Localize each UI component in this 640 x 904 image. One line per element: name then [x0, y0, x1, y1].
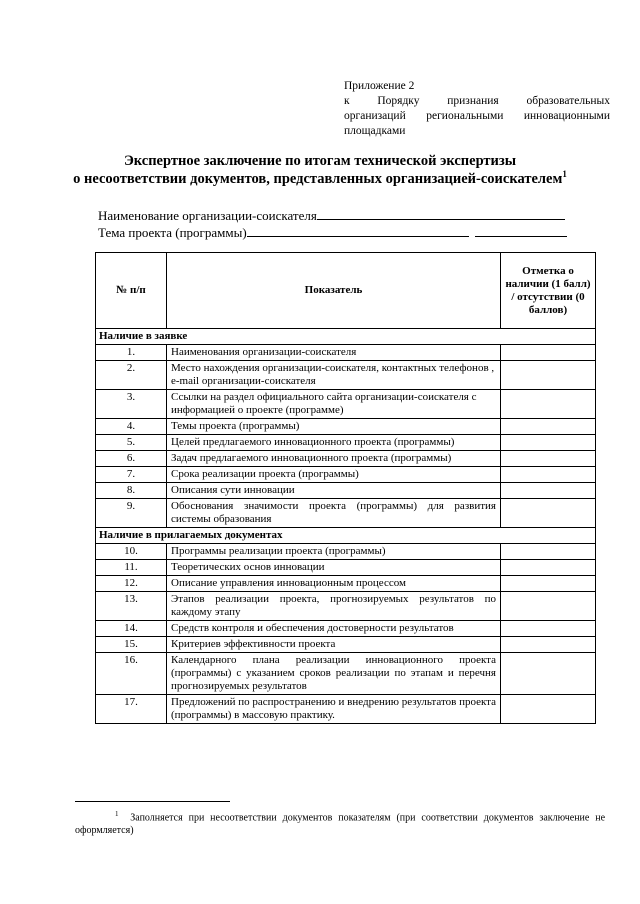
footnote-number: 1	[115, 810, 119, 818]
table-row	[96, 390, 596, 419]
row-number: 8.	[96, 483, 167, 499]
table-row	[96, 592, 596, 621]
table-row	[96, 544, 596, 560]
row-mark-cell[interactable]	[501, 361, 596, 390]
footnote-text: Заполняется при несоответствии документов показателям (при соответствии документов заключение не оформляется)	[75, 812, 606, 837]
row-mark-cell[interactable]	[501, 435, 596, 451]
section-title: Наличие в заявке	[96, 329, 596, 345]
appendix-reference	[344, 79, 610, 139]
row-indicator: Описания сути инновации	[167, 483, 501, 499]
row-mark-cell[interactable]	[501, 576, 596, 592]
row-mark-cell[interactable]	[501, 451, 596, 467]
footnote	[75, 808, 605, 837]
table-row	[96, 576, 596, 592]
row-indicator: Обоснования значимости проекта (программы) для развития системы образования	[167, 499, 501, 528]
row-number: 9.	[96, 499, 167, 528]
row-number: 17.	[96, 695, 167, 724]
appendix-line-2: к Порядку признания образовательных	[344, 95, 610, 107]
header-num: № п/п	[96, 253, 167, 329]
row-indicator: Описание управления инновационным процессом	[167, 576, 501, 592]
row-indicator: Темы проекта (программы)	[167, 419, 501, 435]
row-mark-cell[interactable]	[501, 653, 596, 695]
table-row	[96, 499, 596, 528]
table-row	[96, 451, 596, 467]
row-number: 15.	[96, 637, 167, 653]
table-row	[96, 345, 596, 361]
table-row	[96, 560, 596, 576]
row-number: 12.	[96, 576, 167, 592]
row-indicator: Место нахождения организации-соискателя, контактных телефонов , e-mail организации-соискателя	[167, 361, 501, 390]
row-indicator: Ссылки на раздел официального сайта организации-соискателя с информацией о проекте (программе)	[167, 390, 501, 419]
row-number: 13.	[96, 592, 167, 621]
row-number: 14.	[96, 621, 167, 637]
row-mark-cell[interactable]	[501, 695, 596, 724]
table-row	[96, 467, 596, 483]
row-mark-cell[interactable]	[501, 345, 596, 361]
project-topic-field	[98, 223, 567, 241]
table-row	[96, 695, 596, 724]
table-row	[96, 419, 596, 435]
header-indicator: Показатель	[167, 253, 501, 329]
row-mark-cell[interactable]	[501, 483, 596, 499]
org-name-field	[98, 206, 565, 224]
table-row	[96, 637, 596, 653]
project-topic-blank-line-2[interactable]	[475, 223, 567, 237]
row-mark-cell[interactable]	[501, 560, 596, 576]
appendix-line-4: площадками	[344, 125, 406, 137]
title-line-1: Экспертное заключение по итогам технической экспертизы	[123, 153, 517, 169]
footnote-divider	[75, 801, 230, 802]
row-indicator: Срока реализации проекта (программы)	[167, 467, 501, 483]
table-row	[96, 653, 596, 695]
header-mark: Отметка о наличии (1 балл) / отсутствии (0 баллов)	[501, 253, 596, 329]
document-title	[0, 152, 640, 188]
title-line-2-text: о несоответствии документов, представленных организацией-соискателем	[73, 171, 563, 187]
row-indicator: Наименования организации-соискателя	[167, 345, 501, 361]
table-row	[96, 483, 596, 499]
org-name-blank-line[interactable]	[317, 206, 565, 220]
row-indicator: Критериев эффективности проекта	[167, 637, 501, 653]
row-indicator: Целей предлагаемого инновационного проекта (программы)	[167, 435, 501, 451]
table-body	[96, 329, 596, 724]
row-number: 2.	[96, 361, 167, 390]
row-number: 11.	[96, 560, 167, 576]
row-indicator: Средств контроля и обеспечения достоверности результатов	[167, 621, 501, 637]
section-row	[96, 329, 596, 345]
indicators-table	[95, 252, 596, 724]
row-indicator: Программы реализации проекта (программы)	[167, 544, 501, 560]
section-title: Наличие в прилагаемых документах	[96, 528, 596, 544]
row-mark-cell[interactable]	[501, 621, 596, 637]
row-mark-cell[interactable]	[501, 390, 596, 419]
table-header-row	[96, 253, 596, 329]
row-indicator: Этапов реализации проекта, прогнозируемых результатов по каждому этапу	[167, 592, 501, 621]
table-row	[96, 621, 596, 637]
row-indicator: Предложений по распространению и внедрению результатов проекта (программы) в массовую практику.	[167, 695, 501, 724]
title-footnote-ref: 1	[562, 169, 567, 180]
row-number: 3.	[96, 390, 167, 419]
row-mark-cell[interactable]	[501, 419, 596, 435]
appendix-line-1: Приложение 2	[344, 80, 415, 92]
row-mark-cell[interactable]	[501, 592, 596, 621]
row-mark-cell[interactable]	[501, 499, 596, 528]
table-row	[96, 361, 596, 390]
row-number: 6.	[96, 451, 167, 467]
row-indicator: Календарного плана реализации инновационного проекта (программы) с указанием сроков реализации по этапам и перечня прогнозируемых результатов	[167, 653, 501, 695]
row-number: 7.	[96, 467, 167, 483]
row-number: 1.	[96, 345, 167, 361]
row-number: 10.	[96, 544, 167, 560]
row-number: 16.	[96, 653, 167, 695]
row-mark-cell[interactable]	[501, 467, 596, 483]
row-indicator: Теоретических основ инновации	[167, 560, 501, 576]
project-topic-label: Тема проекта (программы)	[98, 225, 247, 240]
appendix-line-3: организаций региональными инновационными	[344, 110, 610, 122]
title-line-2	[0, 170, 640, 188]
table-row	[96, 435, 596, 451]
row-mark-cell[interactable]	[501, 637, 596, 653]
row-indicator: Задач предлагаемого инновационного проекта (программы)	[167, 451, 501, 467]
row-mark-cell[interactable]	[501, 544, 596, 560]
row-number: 4.	[96, 419, 167, 435]
org-name-label: Наименование организации-соискателя	[98, 208, 317, 223]
row-number: 5.	[96, 435, 167, 451]
project-topic-blank-line[interactable]	[247, 223, 469, 237]
section-row	[96, 528, 596, 544]
